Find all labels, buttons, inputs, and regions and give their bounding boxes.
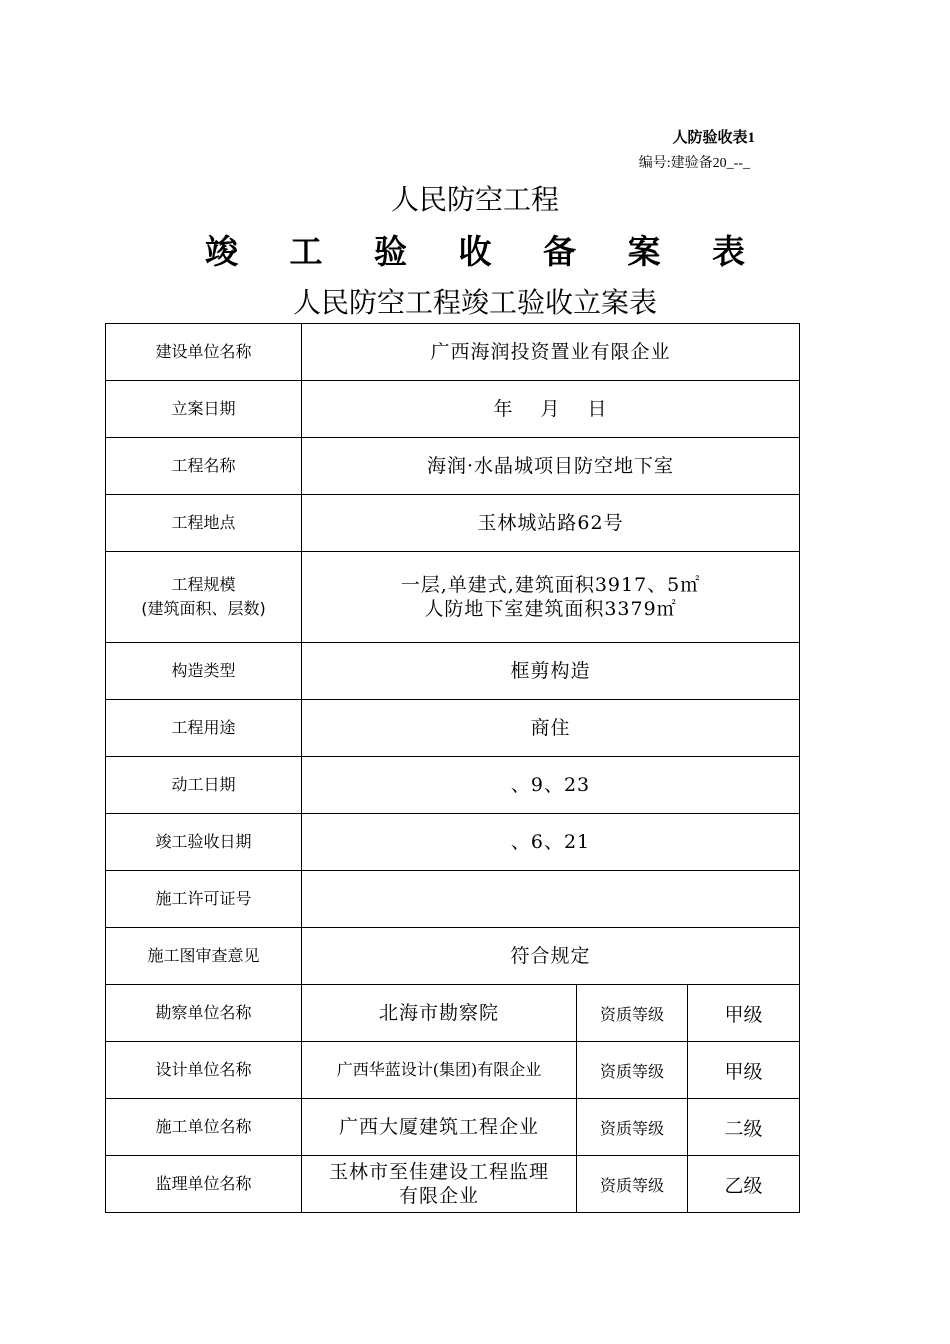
label-developer: 建设单位名称 bbox=[106, 324, 302, 381]
value-permit-number bbox=[302, 871, 800, 928]
label-project-scale bbox=[106, 552, 302, 643]
value-filing-date: 年 月 日 bbox=[302, 381, 800, 438]
label-project-scale-line-2: (建筑面积、层数) bbox=[141, 599, 266, 618]
label-completion-date: 竣工验收日期 bbox=[106, 814, 302, 871]
value-supervision-unit-line-1: 玉林市至佳建设工程监理 bbox=[328, 1161, 549, 1183]
row-construction-unit bbox=[106, 1099, 800, 1156]
label-filing-date: 立案日期 bbox=[106, 381, 302, 438]
serial-number bbox=[639, 152, 750, 172]
label-drawing-review: 施工图审查意见 bbox=[106, 928, 302, 985]
qual-value-construction: 二级 bbox=[688, 1099, 800, 1156]
value-project-scale-line-2: 人防地下室建筑面积3379㎡ bbox=[424, 598, 677, 620]
qual-value-design: 甲级 bbox=[688, 1042, 800, 1099]
label-structure-type: 构造类型 bbox=[106, 643, 302, 700]
value-drawing-review: 符合规定 bbox=[302, 928, 800, 985]
value-start-date: 、9、23 bbox=[302, 757, 800, 814]
form-id: 人防验收表1 bbox=[672, 130, 755, 146]
row-structure-type bbox=[106, 643, 800, 700]
row-supervision-unit bbox=[106, 1156, 800, 1213]
qual-value-supervision: 乙级 bbox=[688, 1156, 800, 1213]
title-line-2: 竣 工 验 收 备 案 表 bbox=[205, 232, 765, 271]
qual-value-survey: 甲级 bbox=[688, 985, 800, 1042]
serial-value: 建验备20_--_ bbox=[670, 156, 750, 171]
qual-label-survey: 资质等级 bbox=[577, 985, 688, 1042]
label-project-location: 工程地点 bbox=[106, 495, 302, 552]
label-project-scale-line-1: 工程规模 bbox=[171, 575, 236, 594]
label-design-unit: 设计单位名称 bbox=[106, 1042, 302, 1099]
row-project-name bbox=[106, 438, 800, 495]
qual-label-supervision: 资质等级 bbox=[577, 1156, 688, 1213]
row-design-unit bbox=[106, 1042, 800, 1099]
label-project-name: 工程名称 bbox=[106, 438, 302, 495]
value-developer: 广西海润投资置业有限企业 bbox=[302, 324, 800, 381]
label-survey-unit: 勘察单位名称 bbox=[106, 985, 302, 1042]
label-construction-unit: 施工单位名称 bbox=[106, 1099, 302, 1156]
value-survey-unit: 北海市勘察院 bbox=[302, 985, 577, 1042]
filing-form-table bbox=[105, 323, 800, 1213]
row-project-scale bbox=[106, 552, 800, 643]
row-project-location bbox=[106, 495, 800, 552]
value-project-use: 商住 bbox=[302, 700, 800, 757]
value-supervision-unit-line-2: 有限企业 bbox=[398, 1185, 479, 1207]
row-survey-unit bbox=[106, 985, 800, 1042]
value-completion-date: 、6、21 bbox=[302, 814, 800, 871]
value-supervision-unit bbox=[302, 1156, 577, 1213]
label-supervision-unit: 监理单位名称 bbox=[106, 1156, 302, 1213]
serial-label: 编号: bbox=[638, 156, 671, 171]
title-line-3: 人民防空工程竣工验收立案表 bbox=[292, 286, 657, 319]
qual-label-design: 资质等级 bbox=[577, 1042, 688, 1099]
row-start-date bbox=[106, 757, 800, 814]
value-project-scale bbox=[302, 552, 800, 643]
row-permit-number bbox=[106, 871, 800, 928]
qual-label-construction: 资质等级 bbox=[577, 1099, 688, 1156]
label-project-use: 工程用途 bbox=[106, 700, 302, 757]
label-start-date: 动工日期 bbox=[106, 757, 302, 814]
row-completion-date bbox=[106, 814, 800, 871]
row-drawing-review bbox=[106, 928, 800, 985]
value-project-location: 玉林城站路62号 bbox=[302, 495, 800, 552]
label-permit-number: 施工许可证号 bbox=[106, 871, 302, 928]
value-project-scale-line-1: 一层,单建式,建筑面积3917、5㎡ bbox=[400, 574, 701, 596]
value-project-name: 海润·水晶城项目防空地下室 bbox=[302, 438, 800, 495]
row-filing-date bbox=[106, 381, 800, 438]
value-structure-type: 框剪构造 bbox=[302, 643, 800, 700]
value-construction-unit: 广西大厦建筑工程企业 bbox=[302, 1099, 577, 1156]
row-project-use bbox=[106, 700, 800, 757]
title-line-1: 人民防空工程 bbox=[390, 183, 559, 216]
row-developer bbox=[106, 324, 800, 381]
value-design-unit: 广西华蓝设计(集团)有限企业 bbox=[302, 1042, 577, 1099]
